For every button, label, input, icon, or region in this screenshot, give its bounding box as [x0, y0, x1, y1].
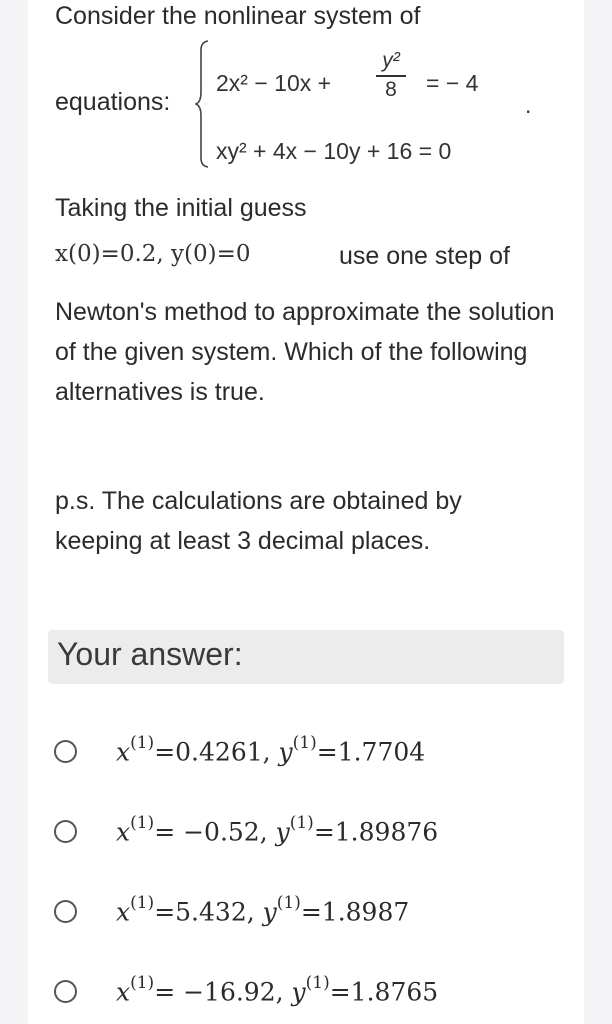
- option-y-value: =1.89876: [313, 817, 439, 847]
- equation-1-left: 2x² − 10x +: [216, 70, 332, 96]
- question-body: Newton's method to approximate the solution of the given system. Which of the following alternatives is true.: [55, 298, 555, 406]
- fraction-denominator: 8: [385, 78, 397, 101]
- guess-line: Taking the initial guess: [55, 194, 307, 222]
- question-line-1: Consider the nonlinear system of: [55, 2, 421, 30]
- fraction-numerator: y²: [382, 49, 400, 72]
- radio-button[interactable]: [54, 740, 77, 763]
- answer-header-label: Your answer:: [57, 636, 243, 672]
- radio-button[interactable]: [54, 980, 77, 1003]
- equation-period: .: [525, 92, 532, 118]
- option-x-value: =0.4261,: [154, 737, 271, 767]
- option-text: $x^{(1)}=5.432$, $y^{(1)}=1.8987$: [116, 893, 410, 927]
- initial-guess-math: x(0)=0.2, y(0)=0: [55, 241, 251, 267]
- question-card: [28, 0, 584, 1024]
- equations-label: equations:: [55, 88, 171, 116]
- option-text: $x^{(1)}=0.4261$, $y^{(1)}=1.7704$: [116, 733, 426, 767]
- option-text: $x^{(1)}= -16.92$, $y^{(1)}=1.8765$: [116, 973, 439, 1007]
- equation-2: xy² + 4x − 10y + 16 = 0: [216, 138, 452, 164]
- radio-button[interactable]: [54, 900, 77, 923]
- option-y-value: =1.8987: [300, 897, 410, 927]
- option-x-value: = −0.52,: [154, 817, 268, 847]
- option-y-value: =1.7704: [316, 737, 426, 767]
- option-x-value: =5.432,: [154, 897, 255, 927]
- fraction-bar: [376, 75, 406, 77]
- radio-button[interactable]: [54, 820, 77, 843]
- ps-note: p.s. The calculations are obtained by keeping at least 3 decimal places.: [55, 487, 462, 555]
- option-text: $x^{(1)}= -0.52$, $y^{(1)}=1.89876$: [116, 813, 439, 847]
- option-4[interactable]: [54, 964, 564, 1024]
- option-y-value: =1.8765: [329, 977, 439, 1007]
- option-1[interactable]: [54, 724, 564, 784]
- brace-symbol: [195, 40, 209, 168]
- answer-header: [48, 630, 564, 684]
- equation-1-right: = − 4: [426, 70, 479, 96]
- guess-tail: use one step of: [339, 242, 510, 270]
- option-3[interactable]: [54, 884, 564, 944]
- option-x-value: = −16.92,: [154, 977, 284, 1007]
- equation-1-fraction: [376, 48, 406, 102]
- option-2[interactable]: [54, 804, 564, 864]
